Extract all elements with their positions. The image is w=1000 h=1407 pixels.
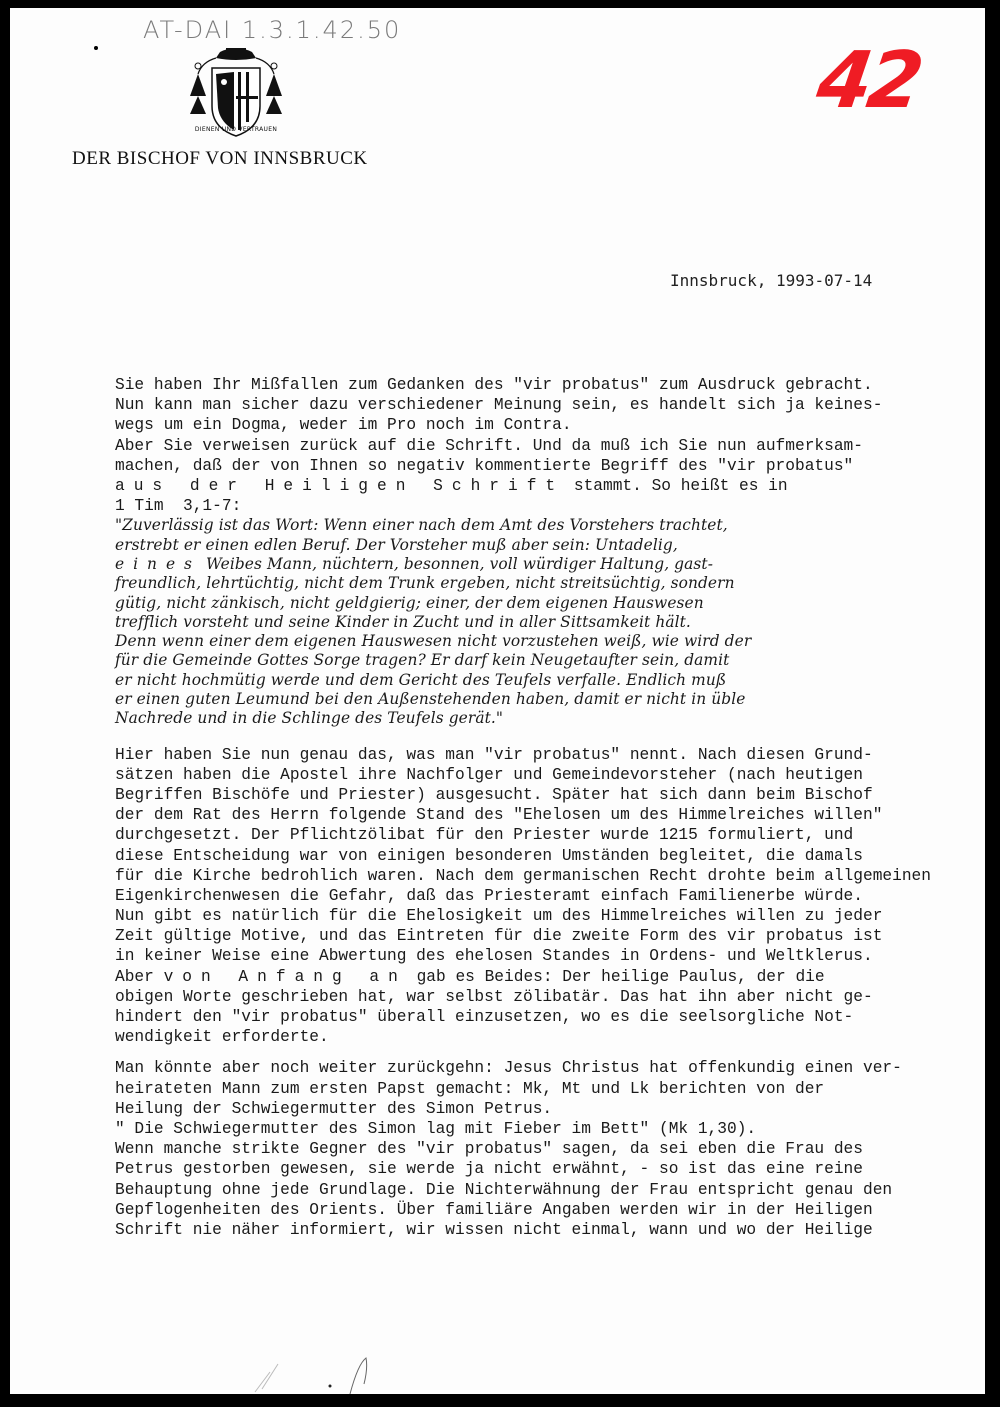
text-line bbox=[115, 1099, 975, 1119]
text-fragment-group bbox=[115, 476, 788, 496]
quote-line bbox=[115, 651, 975, 670]
text-fragment: in keiner Weise eine Abwertung des ehelosen Standes in Ordens- und Weltklerus. bbox=[115, 947, 873, 966]
handwritten-page-number: 42 bbox=[811, 36, 925, 126]
text-fragment: gütig, nicht zänkisch, nicht geldgierig; einer, der dem eigenen Hauswesen bbox=[115, 593, 704, 612]
text-fragment: Denn wenn einer dem eigenen Hauswesen nicht vorzustehen weiß, wie wird der bbox=[115, 632, 752, 651]
paragraph-gap bbox=[115, 729, 975, 745]
paragraph-1 bbox=[115, 375, 975, 516]
quote-line bbox=[115, 690, 975, 709]
text-fragment: Wenn manche strikte Gegner des "vir probatus" sagen, da sei eben die Frau des bbox=[115, 1140, 863, 1159]
text-fragment: durchgesetzt. Der Pflichtzölibat für den Priester wurde 1215 formuliert, und bbox=[115, 826, 854, 845]
text-fragment: Weibes Mann, nüchtern, besonnen, voll würdiger Haltung, gast- bbox=[200, 554, 713, 573]
text-fragment: erstrebt er einen edlen Beruf. Der Vorsteher muß aber sein: Untadelig, bbox=[115, 535, 678, 554]
spaced-emphasis: von Anfang an bbox=[163, 967, 407, 986]
spaced-emphasis: eines bbox=[115, 554, 201, 573]
text-line bbox=[115, 946, 975, 966]
text-fragment: Hier haben Sie nun genau das, was man "vir probatus" nennt. Nach diesen Grund- bbox=[115, 745, 873, 764]
text-line bbox=[115, 785, 975, 805]
text-fragment: Aber Sie verweisen zurück auf die Schrift. Und da muß ich Sie nun aufmerksam- bbox=[115, 436, 863, 455]
text-fragment: Schrift nie näher informiert, wir wissen nicht einmal, wann und wo der Heilige bbox=[115, 1220, 873, 1239]
text-fragment: sätzen haben die Apostel ihre Nachfolger und Gemeindevorsteher (nach heutigen bbox=[115, 765, 863, 784]
text-fragment: wendigkeit erforderte. bbox=[115, 1028, 329, 1047]
text-line bbox=[115, 375, 975, 395]
quote-line bbox=[115, 536, 975, 555]
text-line bbox=[115, 1200, 975, 1220]
bible-quote bbox=[115, 516, 975, 728]
text-fragment: "Zuverlässig ist das Wort: Wenn einer nach dem Amt des Vorstehers trachtet, bbox=[115, 516, 728, 535]
text-fragment: Nun kann man sicher dazu verschiedener Meinung sein, es handelt sich ja keines- bbox=[115, 396, 883, 415]
text-fragment: stammt. So heißt es in bbox=[564, 476, 788, 495]
pencil-scribble-icon bbox=[250, 1338, 390, 1394]
spaced-emphasis: aus der Heiligen Schrift bbox=[115, 476, 565, 495]
text-line bbox=[115, 805, 975, 825]
text-line bbox=[115, 1220, 975, 1240]
text-line bbox=[115, 436, 975, 456]
quote-line bbox=[115, 574, 975, 593]
text-line bbox=[115, 906, 975, 926]
text-line bbox=[115, 866, 975, 886]
text-fragment: er nicht hochmütig werde und dem Gericht des Teufels verfalle. Endlich muß bbox=[115, 670, 727, 689]
paragraph-gap bbox=[115, 1047, 975, 1058]
quote-line bbox=[115, 555, 975, 574]
text-line bbox=[115, 1058, 975, 1078]
text-line bbox=[115, 1139, 975, 1159]
text-line bbox=[115, 415, 975, 435]
text-fragment: er einen guten Leumund bei den Außenstehenden haben, damit er nicht in üble bbox=[115, 689, 746, 708]
text-fragment: Zeit gültige Motive, und das Eintreten für die zweite Form des vir probatus ist bbox=[115, 927, 883, 946]
text-line bbox=[115, 886, 975, 906]
letterhead: DER BISCHOF VON INNSBRUCK bbox=[72, 148, 368, 169]
letter-body bbox=[115, 375, 975, 1240]
text-line bbox=[115, 496, 975, 516]
text-fragment: Man könnte aber noch weiter zurückgehn: Jesus Christus hat offenkundig einen ver- bbox=[115, 1059, 902, 1078]
text-fragment: Petrus gestorben gewesen, sie werde ja nicht erwähnt, - so ist das eine reine bbox=[115, 1160, 863, 1179]
text-fragment: der dem Rat des Herrn folgende Stand des "Ehelosen um des Himmelreiches willen" bbox=[115, 806, 883, 825]
text-line bbox=[115, 456, 975, 476]
letter-page bbox=[10, 8, 985, 1394]
text-fragment: " Die Schwiegermutter des Simon lag mit Fieber im Bett" (Mk 1,30). bbox=[115, 1119, 757, 1138]
text-line bbox=[115, 1079, 975, 1099]
text-fragment: heirateten Mann zum ersten Papst gemacht: Mk, Mt und Lk berichten von der bbox=[115, 1079, 825, 1098]
text-fragment: diese Entscheidung war von einigen besonderen Umständen begleitet, die damals bbox=[115, 846, 863, 865]
quote-line bbox=[115, 632, 975, 651]
text-fragment-group bbox=[115, 555, 713, 574]
paragraph-3 bbox=[115, 1058, 975, 1240]
date-line: Innsbruck, 1993-07-14 bbox=[670, 271, 873, 290]
text-line bbox=[115, 1007, 975, 1027]
text-fragment: Behauptung ohne jede Grundlage. Die Nichterwähnung der Frau entspricht genau den bbox=[115, 1180, 893, 1199]
text-line bbox=[115, 846, 975, 866]
text-fragment: freundlich, lehrtüchtig, nicht dem Trunk ergeben, nicht streitsüchtig, sondern bbox=[115, 574, 735, 593]
text-line bbox=[115, 476, 975, 496]
text-fragment: Begriffen Bischöfe und Priester) ausgesucht. Später hat sich dann beim Bischof bbox=[115, 785, 873, 804]
text-line bbox=[115, 1119, 975, 1139]
quote-line bbox=[115, 613, 975, 632]
text-fragment: trefflich vorsteht und seine Kinder in Zucht und in aller Sittsamkeit hält. bbox=[115, 612, 691, 631]
crest-motto: DIENEN UND VERTRAUEN bbox=[194, 126, 278, 133]
text-line bbox=[115, 395, 975, 415]
text-fragment: Heilung der Schwiegermutter des Simon Petrus. bbox=[115, 1099, 553, 1118]
text-fragment-group bbox=[115, 967, 825, 987]
text-fragment: Gepflogenheiten des Orients. Über familiäre Angaben werden wir in der Heiligen bbox=[115, 1200, 873, 1219]
text-fragment: gab es Beides: Der heilige Paulus, der die bbox=[406, 967, 825, 986]
text-line bbox=[115, 967, 975, 987]
text-fragment: wegs um ein Dogma, weder im Pro noch im Contra. bbox=[115, 416, 572, 435]
text-line bbox=[115, 745, 975, 765]
quote-line bbox=[115, 516, 975, 535]
text-fragment: obigen Worte geschrieben hat, war selbst zölibatär. Das hat ihn aber nicht ge- bbox=[115, 987, 873, 1006]
quote-line bbox=[115, 709, 975, 728]
text-fragment: 1 Tim 3,1-7: bbox=[115, 497, 242, 516]
text-line bbox=[115, 1180, 975, 1200]
paragraph-2 bbox=[115, 745, 975, 1048]
text-fragment: für die Gemeinde Gottes Sorge tragen? Er darf kein Neugetaufter sein, damit bbox=[115, 651, 730, 670]
text-fragment: hindert den "vir probatus" überall einzusetzen, wo es die seelsorgliche Not- bbox=[115, 1008, 854, 1027]
text-line bbox=[115, 1159, 975, 1179]
text-line bbox=[115, 825, 975, 845]
text-fragment: machen, daß der von Ihnen so negativ kommentierte Begriff des "vir probatus" bbox=[115, 456, 854, 475]
text-fragment: für die Kirche bedrohlich waren. Nach dem germanischen Recht drohte beim allgemeinen bbox=[115, 866, 931, 885]
scan-speck bbox=[94, 46, 98, 50]
text-fragment: Nun gibt es natürlich für die Ehelosigkeit um des Himmelreiches willen zu jeder bbox=[115, 907, 883, 926]
text-line bbox=[115, 987, 975, 1007]
text-fragment: Sie haben Ihr Mißfallen zum Gedanken des "vir probatus" zum Ausdruck gebracht. bbox=[115, 376, 873, 394]
text-fragment: Aber bbox=[115, 967, 164, 986]
text-line bbox=[115, 926, 975, 946]
text-line bbox=[115, 765, 975, 785]
quote-line bbox=[115, 594, 975, 613]
archive-signature: AT-DAI 1.3.1.42.50 bbox=[143, 16, 402, 44]
text-fragment: Nachrede und in die Schlinge des Teufels gerät." bbox=[115, 709, 504, 728]
text-fragment: Eigenkirchenwesen die Gefahr, daß das Priesteramt einfach Familienerbe würde. bbox=[115, 886, 863, 905]
quote-line bbox=[115, 671, 975, 690]
text-line bbox=[115, 1027, 975, 1047]
